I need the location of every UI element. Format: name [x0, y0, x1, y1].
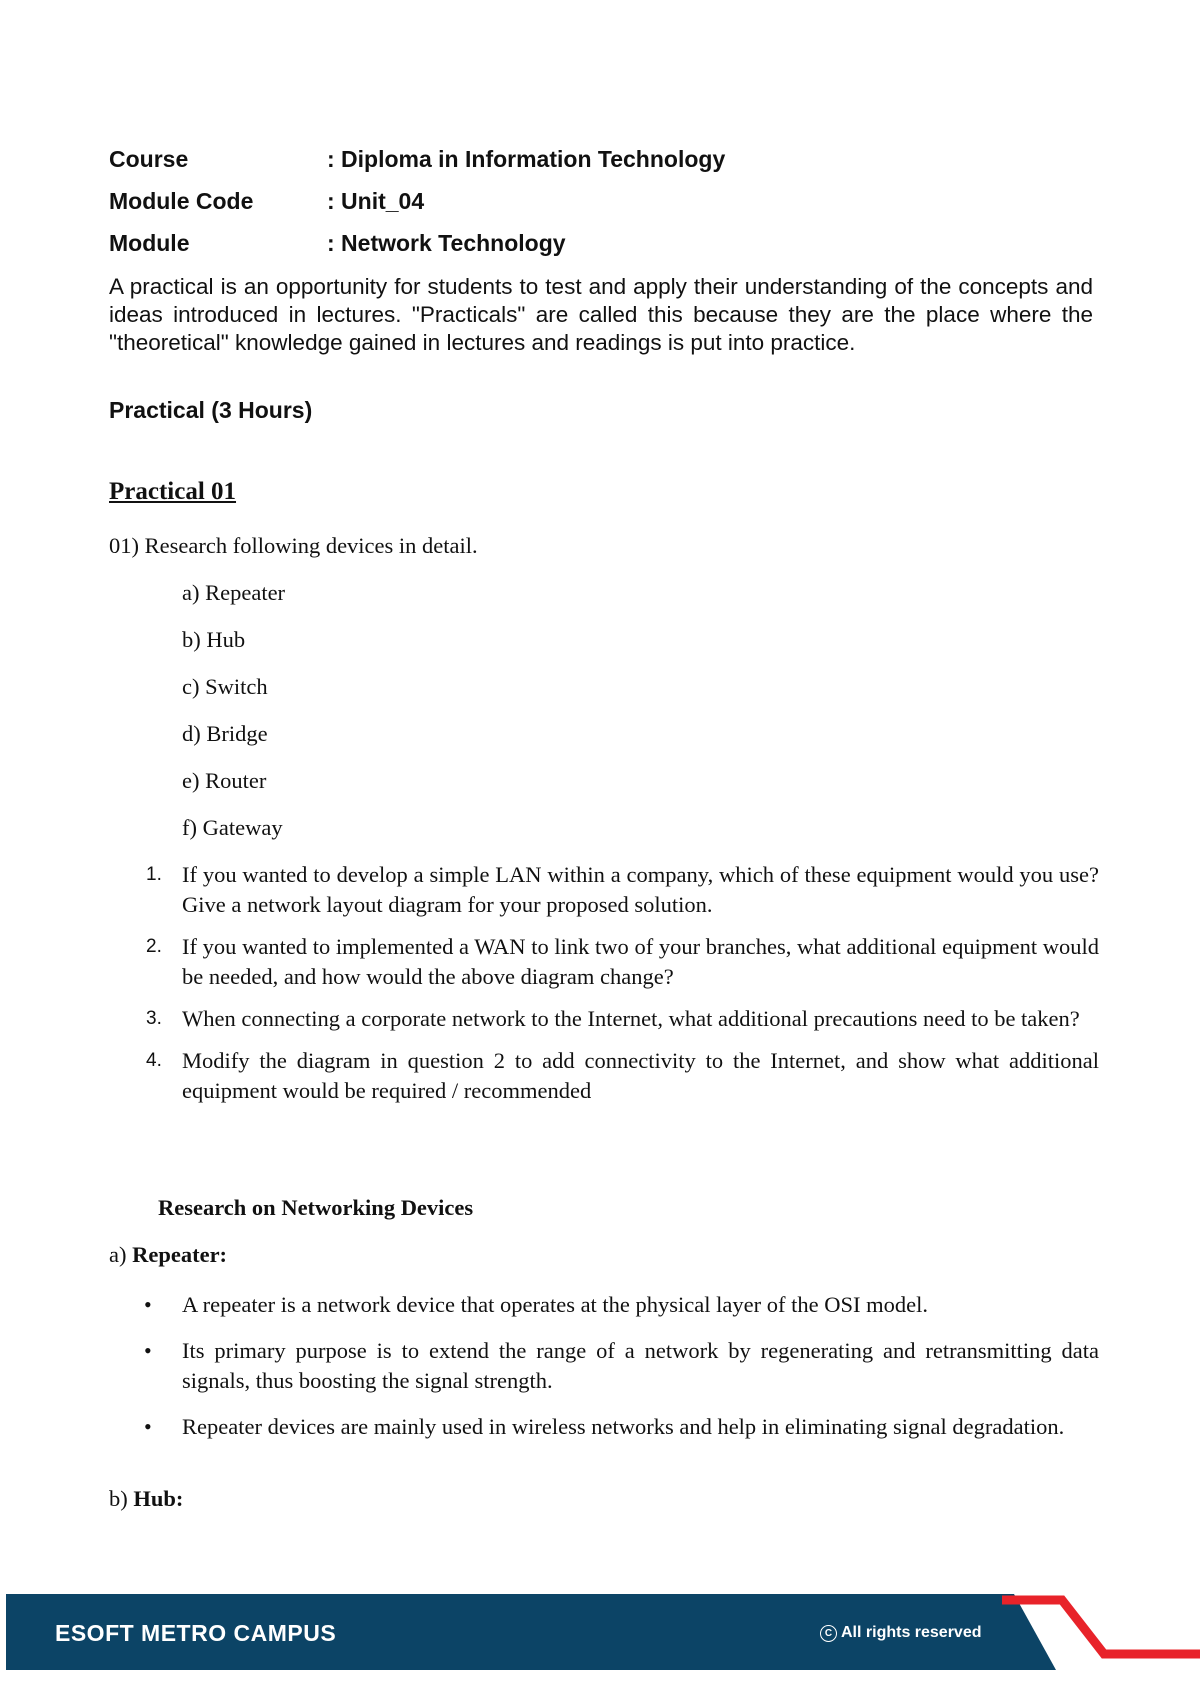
device-item: c) Switch: [182, 674, 268, 699]
repeater-title: Repeater:: [132, 1242, 228, 1267]
question-number: 1.: [146, 864, 162, 885]
bullet-item: [109, 1412, 1099, 1442]
red-chevron-icon: [1000, 1594, 1200, 1670]
practical-title: Practical 01: [109, 478, 237, 505]
repeater-prefix: a): [109, 1242, 133, 1267]
question-item: [109, 1046, 1099, 1106]
device-item: b) Hub: [182, 627, 246, 652]
question-text: When connecting a corporate network to the Internet, what additional precautions need to be taken?: [182, 1006, 1080, 1031]
repeater-heading: [109, 1242, 227, 1268]
research-title: Research on Networking Devices: [158, 1195, 474, 1220]
copyright-text: All rights reserved: [841, 1624, 982, 1641]
module-code-value: : Unit_04: [327, 188, 425, 214]
footer: [0, 1594, 1200, 1670]
question-item: [109, 932, 1099, 992]
bullet-text: Its primary purpose is to extend the range of a network by regenerating and retransmitting data signals, thus boosting the signal strength.: [182, 1338, 1099, 1393]
course-value: : Diploma in Information Technology: [327, 146, 726, 172]
question-item: [109, 1004, 1099, 1034]
hub-title: Hub:: [133, 1486, 184, 1511]
brand-logo-text: ESOFT METRO CAMPUS: [55, 1620, 337, 1646]
bullet-icon: •: [144, 1338, 152, 1363]
bullet-icon: •: [144, 1414, 152, 1439]
module-label: Module: [109, 230, 190, 256]
bullet-text: A repeater is a network device that operates at the physical layer of the OSI model.: [182, 1292, 928, 1317]
device-item: a) Repeater: [182, 580, 286, 605]
course-label: Course: [109, 146, 189, 172]
bullet-icon: •: [144, 1292, 152, 1317]
module-code-label: Module Code: [109, 188, 254, 214]
question-number: 3.: [146, 1008, 162, 1029]
question-text: If you wanted to develop a simple LAN within a company, which of these equipment would you use? Give a network layout diagram for your proposed solution.: [182, 862, 1099, 917]
question-item: [109, 860, 1099, 920]
bullet-item: [109, 1290, 1099, 1320]
copyright-icon: C: [820, 1625, 837, 1642]
practical-hours-heading: Practical (3 Hours): [109, 397, 313, 423]
question-01: 01) Research following devices in detail.: [109, 533, 478, 558]
hub-heading: [109, 1486, 183, 1512]
intro-paragraph: A practical is an opportunity for students to test and apply their understanding of the concepts and ideas introduced in lectures. "Practicals" are called this because they are the place where the "theoretical" knowledge gained in lectures and readings is put into practice.: [109, 274, 1093, 355]
question-text: Modify the diagram in question 2 to add connectivity to the Internet, and show what additional equipment would be required / recommended: [182, 1048, 1099, 1103]
bullet-item: [109, 1336, 1099, 1396]
hub-prefix: b): [109, 1486, 134, 1511]
copyright-notice: [820, 1624, 982, 1642]
device-item: d) Bridge: [182, 721, 268, 746]
question-number: 2.: [146, 936, 162, 957]
bullet-text: Repeater devices are mainly used in wireless networks and help in eliminating signal degradation.: [182, 1414, 1065, 1439]
device-item: f) Gateway: [182, 815, 283, 840]
question-number: 4.: [146, 1050, 162, 1071]
device-list: [182, 580, 285, 862]
repeater-bullets: [109, 1290, 1099, 1458]
question-list: [109, 860, 1099, 1118]
device-item: e) Router: [182, 768, 267, 793]
question-text: If you wanted to implemented a WAN to link two of your branches, what additional equipment would be needed, and how would the above diagram change?: [182, 934, 1099, 989]
module-value: : Network Technology: [327, 230, 566, 256]
